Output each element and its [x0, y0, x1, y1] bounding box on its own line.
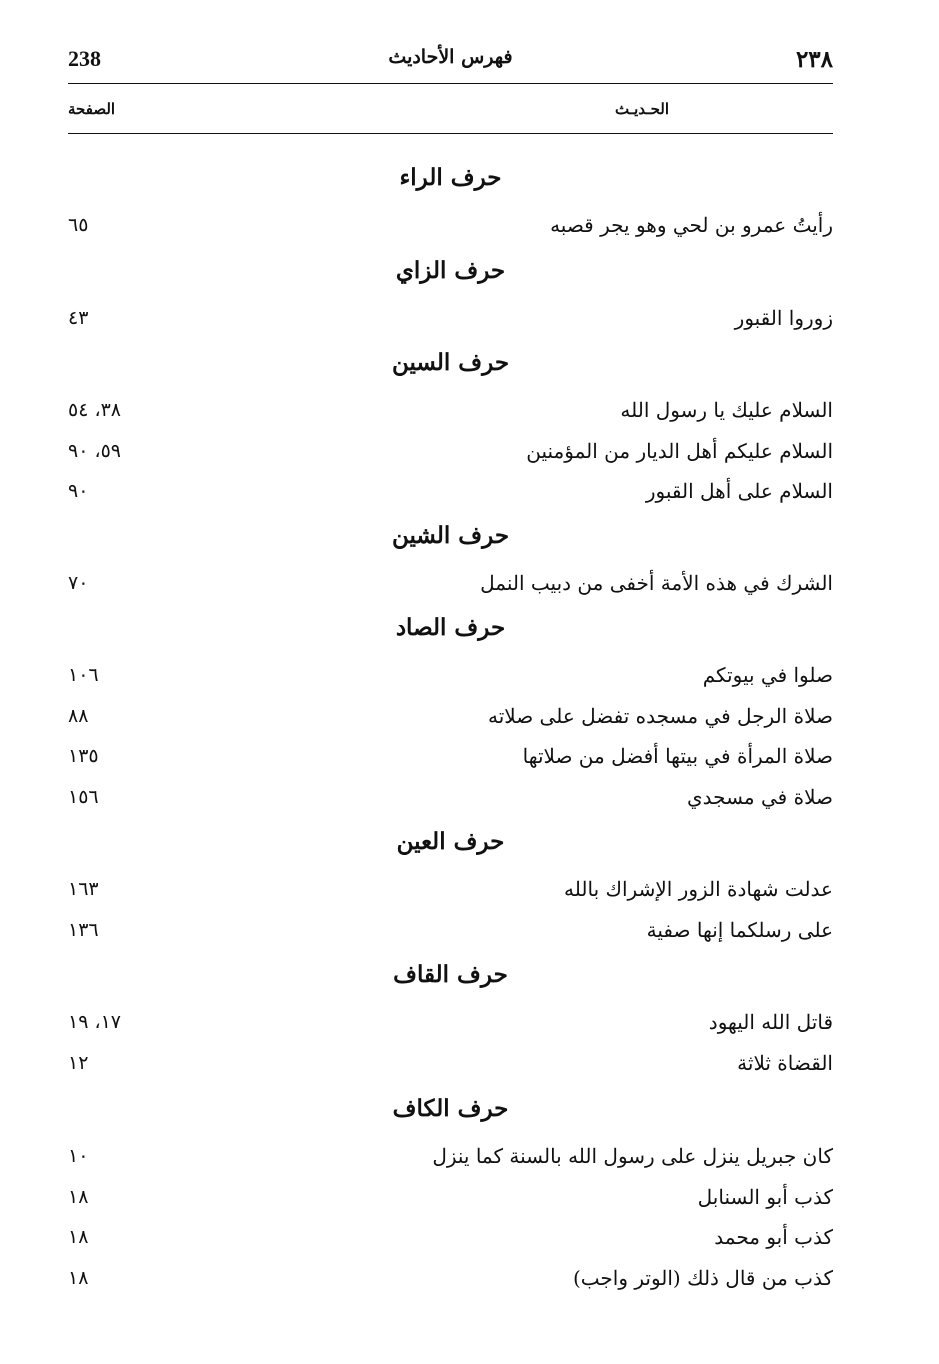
hadith-text: صلاة المرأة في بيتها أفضل من صلاتها	[522, 744, 833, 768]
section-heading: حرف القاف	[393, 961, 508, 988]
hadith-text: صلوا في بيوتكم	[702, 663, 833, 687]
hadith-text: الشرك في هذه الأمة أخفى من دبيب النمل	[480, 571, 833, 595]
hadith-text: زوروا القبور	[734, 306, 833, 330]
page-reference: ١٥٦	[68, 785, 99, 808]
running-head	[68, 46, 833, 80]
page-reference: ١٨	[68, 1226, 89, 1248]
index-entry	[68, 1136, 833, 1176]
page-reference: ٥٩، ٩٠	[68, 439, 122, 462]
section-heading: حرف الشين	[391, 522, 510, 549]
page-reference: ١٨	[68, 1266, 89, 1289]
hadith-text: رأيتُ عمرو بن لحي وهو يجر قصبه	[550, 213, 833, 237]
index-entry	[68, 736, 833, 776]
section-heading: حرف السين	[391, 349, 510, 376]
page-reference: ٧٠	[68, 572, 89, 594]
index-entry	[68, 1002, 833, 1042]
index-entry	[68, 390, 833, 430]
page-reference: ١٦٣	[68, 878, 99, 900]
page-reference: ١٢	[68, 1051, 89, 1074]
index-entry	[68, 696, 833, 736]
index-entry	[68, 205, 833, 245]
header-rule	[68, 83, 833, 84]
hadith-text: القضاة ثلاثة	[737, 1050, 833, 1075]
index-entry	[68, 563, 833, 603]
page-reference: ١٠	[68, 1145, 89, 1167]
page-number-arabic: ٢٣٨	[795, 46, 833, 73]
index-entry	[68, 298, 833, 338]
index-entry	[68, 1177, 833, 1217]
running-title: فهرس الأحاديث	[388, 46, 513, 68]
hadith-text: السلام عليك يا رسول الله	[620, 398, 833, 422]
page-number-latin: 238	[68, 46, 101, 71]
page-reference: ٣٨، ٥٤	[68, 399, 122, 421]
hadith-text: قاتل الله اليهود	[708, 1010, 833, 1034]
page-reference: ١٧، ١٩	[68, 1011, 122, 1033]
section-heading: حرف الكاف	[392, 1095, 509, 1122]
index-entry	[68, 1043, 833, 1083]
page-reference: ٦٥	[68, 214, 89, 236]
column-head-rule	[68, 133, 833, 134]
hadith-text: السلام على أهل القبور	[645, 479, 833, 503]
section-heading: حرف العين	[396, 828, 505, 855]
hadith-text: كذب أبو السنابل	[697, 1184, 833, 1209]
hadith-text: السلام عليكم أهل الديار من المؤمنين	[526, 438, 833, 463]
index-entry	[68, 1258, 833, 1298]
hadith-text: كذب من قال ذلك (الوتر واجب)	[572, 1265, 833, 1290]
index-entry	[68, 869, 833, 909]
index-entry	[68, 910, 833, 950]
index-entry	[68, 1217, 833, 1257]
index-entry	[68, 431, 833, 471]
hadith-text: صلاة في مسجدي	[687, 784, 833, 809]
hadith-text: كان جبريل ينزل على رسول الله بالسنة كما ينزل	[432, 1144, 833, 1168]
hadith-text: على رسلكما إنها صفية	[646, 917, 833, 942]
page-reference: ٩٠	[68, 480, 89, 502]
page-reference: ١٠٦	[68, 664, 99, 686]
hadith-text: عدلت شهادة الزور الإشراك بالله	[564, 877, 833, 901]
page-reference: ١٨	[68, 1185, 89, 1208]
page-reference: ١٣٦	[68, 918, 99, 941]
column-head-hadith: الحـديـث	[615, 100, 669, 118]
section-heading: حرف الراء	[399, 164, 502, 191]
index-entry	[68, 471, 833, 511]
page-reference: ١٣٥	[68, 745, 99, 767]
hadith-text: صلاة الرجل في مسجده تفضل على صلاته	[487, 703, 833, 728]
column-head-page: الصفحة	[68, 100, 116, 118]
hadith-text: كذب أبو محمد	[714, 1225, 833, 1249]
page-reference: ٤٣	[68, 307, 89, 329]
section-heading: حرف الصاد	[395, 614, 506, 641]
index-entry	[68, 655, 833, 695]
page-reference: ٨٨	[68, 704, 89, 727]
index-entry	[68, 777, 833, 817]
section-heading: حرف الزاي	[395, 257, 506, 284]
